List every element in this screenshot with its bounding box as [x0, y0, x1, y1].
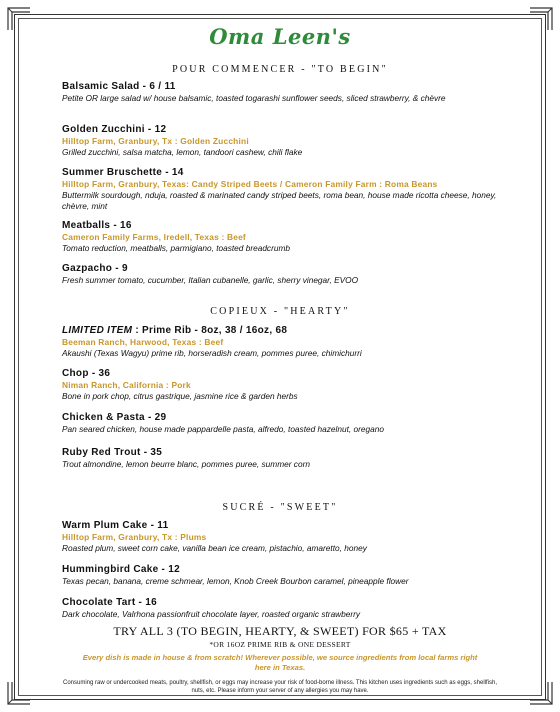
item-description: Roasted plum, sweet corn cake, vanilla bean ice cream, pistachio, amaretto, honey	[62, 543, 367, 553]
item-name: Chicken & Pasta - 29	[62, 412, 167, 423]
item-name: Ruby Red Trout - 35	[62, 447, 163, 458]
item-description: Grilled zucchini, salsa matcha, lemon, tandoori cashew, chili flake	[62, 147, 303, 157]
menu-item	[62, 519, 502, 554]
item-name: Balsamic Salad - 6 / 11	[62, 81, 176, 92]
item-description: Texas pecan, banana, creme schmear, lemon, Knob Creek Bourbon caramel, pineapple flower	[62, 576, 409, 586]
item-name: Meatballs - 16	[62, 220, 132, 231]
section-heading-sweet: SUCRÉ - "SWEET"	[222, 502, 338, 513]
limited-item-label: LIMITED ITEM	[62, 325, 133, 336]
item-name	[62, 324, 502, 337]
menu-item	[62, 367, 502, 402]
item-description: Akaushi (Texas Wagyu) prime rib, horseradish cream, pommes puree, chimichurri	[62, 348, 362, 358]
item-description: Buttermilk sourdough, nduja, roasted & marinated candy striped beets, roma bean, house made ricotta cheese, honey, chèvre, mint	[62, 190, 497, 211]
item-name: Gazpacho - 9	[62, 263, 128, 274]
promo-main: TRY ALL 3 (TO BEGIN, HEARTY, & SWEET) FOR $65 + TAX	[113, 624, 447, 638]
item-description: Tomato reduction, meatballs, parmigiano, toasted breadcrumb	[62, 243, 290, 253]
scratch-tagline: Every dish is made in house & from scratch! Wherever possible, we source ingredients from local farms right here in Texas.	[82, 653, 478, 672]
tasting-promo	[0, 624, 560, 649]
item-description: Petite OR large salad w/ house balsamic, toasted togarashi sunflower seeds, sliced strawberry, & chèvre	[62, 93, 446, 103]
item-source: Niman Ranch, California : Pork	[62, 380, 191, 390]
item-source: Cameron Family Farms, Iredell, Texas : Beef	[62, 232, 246, 242]
item-source: Hilltop Farm, Granbury, Tx : Golden Zucchini	[62, 136, 249, 146]
corner-ornament-bottom-right	[528, 680, 554, 706]
section-heading-hearty: COPIEUX - "HEARTY"	[210, 306, 350, 317]
item-name: Warm Plum Cake - 11	[62, 520, 169, 531]
menu-item	[62, 80, 502, 104]
menu-item	[62, 166, 502, 211]
section-heading-begin: POUR COMMENCER - "TO BEGIN"	[172, 64, 388, 75]
menu-item	[62, 123, 502, 158]
item-source: Hilltop Farm, Granbury, Texas: Candy Striped Beets / Cameron Family Farm : Roma Beans	[62, 179, 438, 189]
food-safety-disclaimer: Consuming raw or undercooked meats, poultry, shellfish, or eggs may increase your risk of food-borne illness. This kitchen uses ingredients such as eggs, shellfish, nuts, etc. Please inform your server of any allergies you may have.	[63, 680, 497, 694]
item-name: Summer Bruschette - 14	[62, 167, 184, 178]
item-description: Pan seared chicken, house made pappardelle pasta, alfredo, toasted hazelnut, oregano	[62, 424, 384, 434]
menu-item	[62, 219, 502, 254]
menu-item	[62, 324, 502, 359]
item-description: Fresh summer tomato, cucumber, Italian cubanelle, garlic, sherry vinegar, EVOO	[62, 275, 359, 285]
item-name: Chocolate Tart - 16	[62, 597, 157, 608]
menu-item	[62, 563, 502, 587]
corner-ornament-bottom-left	[6, 680, 32, 706]
restaurant-logo: Oma Leen's	[209, 24, 351, 49]
promo-sub: *OR 16OZ PRIME RIB & ONE DESSERT	[209, 640, 351, 649]
menu-item	[62, 446, 502, 470]
item-name: Golden Zucchini - 12	[62, 124, 167, 135]
item-description: Bone in pork chop, citrus gastrique, jasmine rice & garden herbs	[62, 391, 298, 401]
item-name: Hummingbird Cake - 12	[62, 564, 180, 575]
menu-item	[62, 262, 502, 286]
item-source: Hilltop Farm, Granbury, Tx : Plums	[62, 532, 207, 542]
item-description: Trout almondine, lemon beurre blanc, pommes puree, summer corn	[62, 459, 310, 469]
item-description: Dark chocolate, Valrhona passionfruit chocolate layer, roasted organic strawberry	[62, 609, 361, 619]
item-name-text: : Prime Rib - 8oz, 38 / 16oz, 68	[132, 325, 288, 336]
item-name: Chop - 36	[62, 368, 111, 379]
item-source: Beeman Ranch, Harwood, Texas : Beef	[62, 337, 224, 347]
menu-item	[62, 411, 502, 435]
menu-item	[62, 596, 502, 620]
